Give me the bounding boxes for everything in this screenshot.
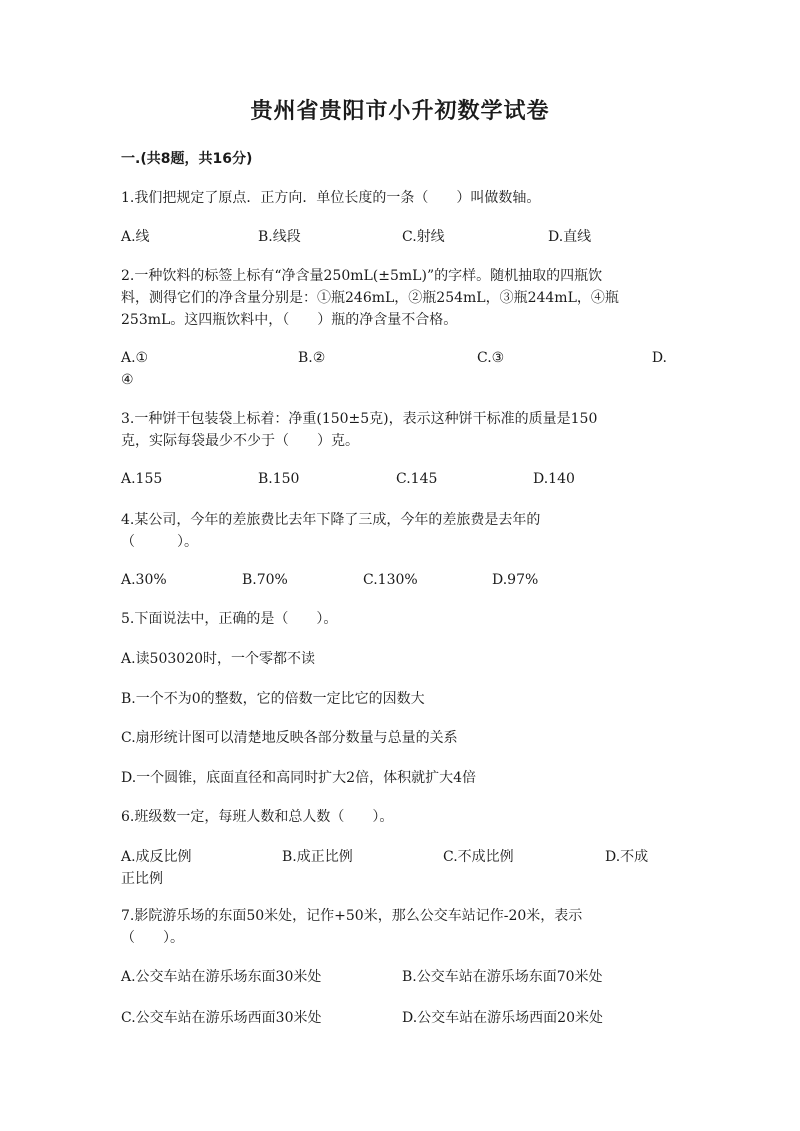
page-title: 贵州省贵阳市小升初数学试卷 — [250, 99, 550, 124]
option-2d-line-1: D. — [651, 350, 667, 366]
option-5c[interactable]: C.扇形统计图可以清楚地反映各部分数量与总量的关系 — [121, 730, 458, 746]
question-2-stem — [121, 265, 681, 331]
option-5d[interactable]: D.一个圆锥，底面直径和高同时扩大2倍，体积就扩大4倍 — [121, 770, 476, 786]
option-6d-line-1: D.不成 — [605, 849, 649, 865]
stem-line: 1.我们把规定了原点．正方向．单位长度的一条（ ）叫做数轴。 — [121, 190, 541, 206]
stem-line: 7.影院游乐场的东面50米处，记作+50米，那么公交车站记作-20米，表示 — [121, 908, 583, 924]
option-4c[interactable]: C.130% — [363, 572, 418, 588]
option-6d-line-2: 正比例 — [121, 871, 163, 887]
stem-line: 6.班级数一定，每班人数和总人数（ ）。 — [121, 809, 394, 825]
stem-line: 料，测得它们的净含量分别是：①瓶246mL，②瓶254mL，③瓶244mL，④瓶 — [121, 290, 619, 306]
option-4b[interactable]: B.70% — [242, 572, 288, 588]
question-4-stem — [121, 509, 681, 553]
option-2b[interactable]: B.② — [298, 350, 326, 366]
option-3c[interactable]: C.145 — [396, 471, 438, 487]
option-7a[interactable]: A.公交车站在游乐场东面30米处 — [121, 969, 322, 985]
option-6a[interactable]: A.成反比例 — [121, 849, 192, 865]
option-2c[interactable]: C.③ — [477, 350, 505, 366]
option-5b[interactable]: B.一个不为0的整数，它的倍数一定比它的因数大 — [121, 691, 425, 707]
option-1b[interactable]: B.线段 — [258, 229, 301, 245]
option-3b[interactable]: B.150 — [258, 471, 300, 487]
option-1a[interactable]: A.线 — [121, 229, 150, 245]
option-4a[interactable]: A.30% — [121, 572, 167, 588]
option-2a[interactable]: A.① — [121, 350, 149, 366]
question-5-stem — [121, 608, 681, 630]
option-5a[interactable]: A.读503020时，一个零都不读 — [121, 651, 316, 667]
section-heading: 一.(共8题，共16分) — [121, 151, 253, 167]
stem-line: 5.下面说法中，正确的是（ ）。 — [121, 611, 338, 627]
stem-line: （ ）。 — [121, 534, 198, 550]
stem-line: （ ）。 — [121, 930, 184, 946]
stem-line: 3.一种饼干包装袋上标着：净重(150±5克)，表示这种饼干标准的质量是150 — [121, 411, 598, 427]
question-6-stem — [121, 806, 681, 828]
option-7c[interactable]: C.公交车站在游乐场西面30米处 — [121, 1010, 322, 1026]
option-6d[interactable] — [121, 846, 669, 890]
question-7-stem — [121, 905, 681, 949]
option-7b[interactable]: B.公交车站在游乐场东面70米处 — [402, 969, 603, 985]
stem-line: 克，实际每袋最少不少于（ ）克。 — [121, 433, 359, 449]
stem-line: 4.某公司，今年的差旅费比去年下降了三成，今年的差旅费是去年的 — [121, 512, 541, 528]
option-2d[interactable] — [121, 347, 667, 391]
question-1-stem — [121, 187, 681, 209]
option-6c[interactable]: C.不成比例 — [443, 849, 514, 865]
option-2d-line-2: ④ — [121, 372, 134, 388]
stem-line: 253mL。这四瓶饮料中，（ ）瓶的净含量不合格。 — [121, 312, 458, 328]
option-3d[interactable]: D.140 — [533, 471, 575, 487]
option-1d[interactable]: D.直线 — [548, 229, 592, 245]
option-4d[interactable]: D.97% — [492, 572, 539, 588]
option-6b[interactable]: B.成正比例 — [282, 849, 353, 865]
option-7d[interactable]: D.公交车站在游乐场西面20米处 — [402, 1010, 603, 1026]
option-3a[interactable]: A.155 — [121, 471, 163, 487]
option-1c[interactable]: C.射线 — [402, 229, 445, 245]
stem-line: 2.一种饮料的标签上标有“净含量250mL(±5mL)”的字样。随机抽取的四瓶饮 — [121, 268, 603, 284]
question-3-stem — [121, 408, 681, 452]
